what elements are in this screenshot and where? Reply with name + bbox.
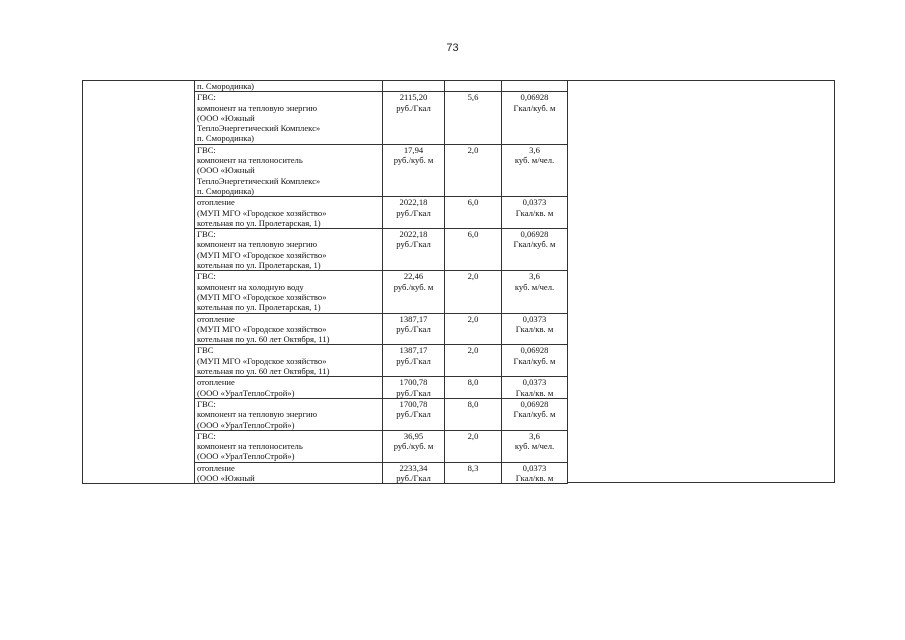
service-line: котельная по ул. Пролетарская, 1) (197, 217, 321, 228)
service-line: компонент на теплоноситель (197, 441, 303, 452)
service-line: (ООО «Южный (197, 472, 255, 483)
tariff-unit: руб./Гкал (396, 409, 431, 420)
norm-value: 0,0373 (522, 197, 547, 208)
norm-cell (502, 462, 568, 484)
service-line: котельная по ул. 60 лет Октября, 11) (197, 366, 330, 377)
service-cell (195, 398, 383, 430)
tariff-value: 1700,78 (399, 377, 428, 388)
service-line: ГВС: (197, 144, 216, 155)
tariff-table-body (83, 81, 568, 484)
norm-value: 0,06928 (520, 229, 549, 240)
growth-cell: 2,0 (445, 271, 502, 313)
service-line: (ООО «Южный (197, 112, 255, 123)
service-line: ТеплоЭнергетический Комплекс» (197, 175, 321, 186)
norm-cell (502, 92, 568, 144)
service-line: котельная по ул. Пролетарская, 1) (197, 302, 321, 313)
norm-value: 0,0373 (522, 377, 547, 388)
tariff-cell (383, 197, 445, 229)
norm-value: 3,6 (529, 430, 540, 441)
growth-cell: 2,0 (445, 345, 502, 377)
service-line: компонент на тепловую энергию (197, 239, 318, 250)
growth-cell: 2,0 (445, 313, 502, 345)
growth-cell: 2,0 (445, 144, 502, 196)
service-line: п. Смородинка) (197, 81, 255, 91)
service-line: ГВС: (197, 398, 216, 409)
service-cell (195, 197, 383, 229)
growth-cell: 6,0 (445, 197, 502, 229)
service-line: котельная по ул. 60 лет Октября, 11) (197, 334, 330, 345)
norm-cell (502, 345, 568, 377)
norm-cell (502, 144, 568, 196)
tariff-cell (383, 462, 445, 484)
tariff-value: 1387,17 (399, 345, 428, 356)
table-row (83, 81, 568, 92)
tariff-cell (383, 345, 445, 377)
tariff-value: 1387,17 (399, 313, 428, 324)
service-cell (195, 144, 383, 196)
tariff-cell (383, 229, 445, 271)
tariff-cell (383, 92, 445, 144)
service-cell (195, 462, 383, 484)
growth-cell: 8,0 (445, 398, 502, 430)
service-line: ГВС: (197, 271, 216, 282)
norm-cell (502, 271, 568, 313)
service-line: (ООО «Южный (197, 165, 255, 176)
service-line: котельная по ул. Пролетарская, 1) (197, 260, 321, 271)
tariff-unit: руб./куб. м (393, 155, 434, 166)
service-line: ГВС: (197, 229, 216, 240)
service-line: п. Смородинка) (197, 133, 255, 144)
service-line: компонент на тепловую энергию (197, 409, 318, 420)
norm-value: 0,0373 (522, 313, 547, 324)
service-line: отопление (197, 313, 235, 324)
tariff-unit: руб./Гкал (396, 355, 431, 366)
norm-unit: куб. м/чел. (514, 281, 555, 292)
growth-cell: 8,0 (445, 377, 502, 399)
growth-cell: 8,3 (445, 462, 502, 484)
tariff-value: 1700,78 (399, 398, 428, 409)
tariff-value: 36,95 (403, 430, 424, 441)
tariff-unit: руб./Гкал (396, 102, 431, 113)
tariff-cell (383, 271, 445, 313)
norm-unit: Гкал/кв. м (515, 323, 554, 334)
service-line: ГВС: (197, 92, 216, 103)
norm-cell (502, 430, 568, 462)
tariff-value: 2022,18 (399, 197, 428, 208)
tariff-unit: руб./Гкал (396, 387, 431, 398)
norm-unit: Гкал/кв. м (515, 387, 554, 398)
norm-value: 3,6 (529, 144, 540, 155)
service-line: отопление (197, 377, 235, 388)
tariff-value: 22,46 (403, 271, 424, 282)
norm-value: 0,06928 (520, 398, 549, 409)
service-line: (МУП МГО «Городское хозяйство» (197, 291, 327, 302)
service-cell (195, 313, 383, 345)
service-line: ТеплоЭнергетический Комплекс» (197, 123, 321, 134)
growth-cell: 5,6 (445, 92, 502, 144)
tariff-unit: руб./Гкал (396, 472, 431, 483)
norm-cell (502, 377, 568, 399)
norm-unit: Гкал/куб. м (513, 355, 556, 366)
service-line: компонент на теплоноситель (197, 155, 303, 166)
service-line: ГВС (197, 345, 214, 356)
norm-cell (502, 229, 568, 271)
tariff-value: 17,94 (403, 144, 424, 155)
service-line: п. Смородинка) (197, 185, 255, 196)
tariff-unit: руб./Гкал (396, 323, 431, 334)
norm-cell (502, 81, 568, 92)
tariff-unit: руб./Гкал (396, 239, 431, 250)
growth-cell (445, 81, 502, 92)
norm-unit: Гкал/кв. м (515, 207, 554, 218)
tariff-value: 2022,18 (399, 229, 428, 240)
service-line: отопление (197, 197, 235, 208)
service-cell (195, 92, 383, 144)
norm-unit: Гкал/куб. м (513, 239, 556, 250)
service-line: (МУП МГО «Городское хозяйство» (197, 207, 327, 218)
service-line: компонент на холодную воду (197, 281, 304, 292)
growth-cell: 6,0 (445, 229, 502, 271)
service-line: (ООО «УралТеплоСтрой») (197, 419, 295, 430)
service-line: (ООО «УралТеплоСтрой») (197, 451, 295, 462)
tariff-unit: руб./куб. м (393, 281, 434, 292)
tariff-value: 2115,20 (399, 92, 428, 103)
service-cell (195, 271, 383, 313)
tariff-cell (383, 430, 445, 462)
service-cell (195, 229, 383, 271)
service-cell (195, 430, 383, 462)
norm-unit: куб. м/чел. (514, 441, 555, 452)
service-line: (МУП МГО «Городское хозяйство» (197, 355, 327, 366)
norm-cell (502, 398, 568, 430)
service-cell (195, 345, 383, 377)
service-line: отопление (197, 462, 235, 473)
norm-value: 0,06928 (520, 345, 549, 356)
norm-value: 3,6 (529, 271, 540, 282)
norm-unit: куб. м/чел. (514, 155, 555, 166)
service-line: компонент на тепловую энергию (197, 102, 318, 113)
tariff-cell (383, 377, 445, 399)
empty-right-column (567, 80, 835, 483)
tariff-cell (383, 81, 445, 92)
tariff-value: 2233,34 (399, 462, 428, 473)
norm-unit: Гкал/кв. м (515, 472, 554, 483)
growth-cell: 2,0 (445, 430, 502, 462)
norm-value: 0,06928 (520, 92, 549, 103)
row-blank-cell (83, 81, 195, 484)
service-line: (ООО «УралТеплоСтрой») (197, 387, 295, 398)
service-cell (195, 377, 383, 399)
tariff-cell (383, 313, 445, 345)
tariff-unit: руб./куб. м (393, 441, 434, 452)
service-line: (МУП МГО «Городское хозяйство» (197, 323, 327, 334)
page-number: 73 (446, 42, 459, 54)
tariff-unit: руб./Гкал (396, 207, 431, 218)
service-cell (195, 81, 383, 92)
norm-cell (502, 313, 568, 345)
service-line: ГВС: (197, 430, 216, 441)
norm-unit: Гкал/куб. м (513, 409, 556, 420)
tariff-cell (383, 144, 445, 196)
norm-cell (502, 197, 568, 229)
tariff-cell (383, 398, 445, 430)
norm-unit: Гкал/куб. м (513, 102, 556, 113)
service-line: (МУП МГО «Городское хозяйство» (197, 249, 327, 260)
tariff-table (82, 80, 568, 484)
norm-value: 0,0373 (522, 462, 547, 473)
